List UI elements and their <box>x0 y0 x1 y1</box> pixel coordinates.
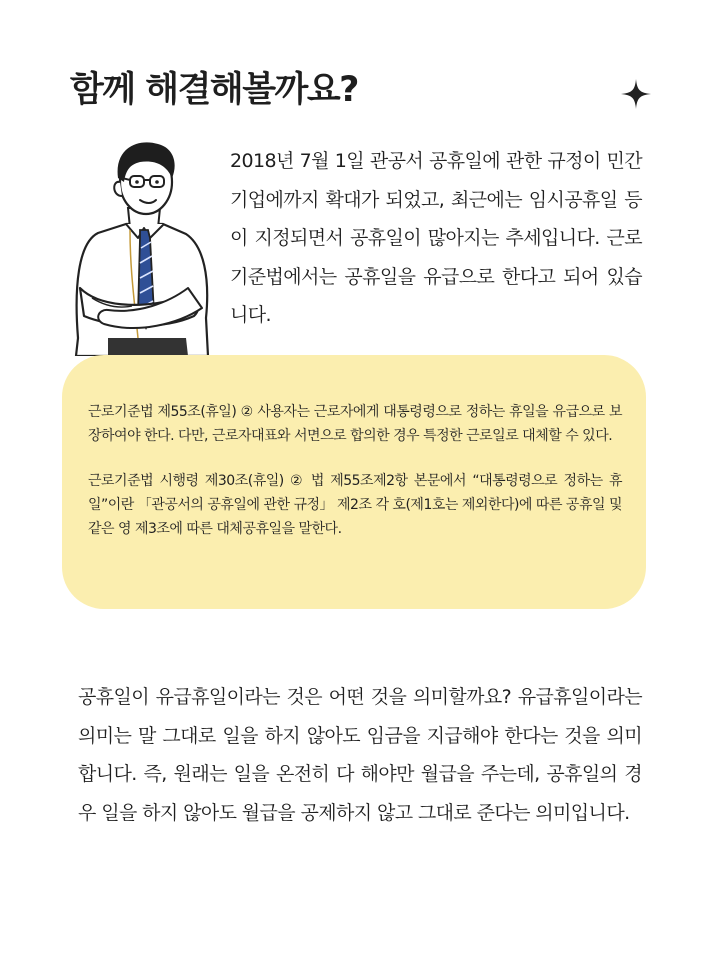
sparkle-icon <box>620 78 652 110</box>
page-title: 함께 해결해볼까요? <box>70 70 358 110</box>
labor-act-article-55: 근로기준법 제55조(휴일) ② 사용자는 근로자에게 대통령령으로 정하는 휴일을 유급으로 보장하여야 한다. 다만, 근로자대표와 서면으로 합의한 경우 특정한 근로일로 대체할 수 있다. <box>88 404 622 444</box>
explanation-paragraph: 공휴일이 유급휴일이라는 것은 어떤 것을 의미할까요? 유급휴일이라는 의미는 말 그대로 일을 하지 않아도 임금을 지급해야 한다는 것을 의미합니다. 즉, 원래는 일을 온전히 다 해야만 월급을 주는데, 공휴일의 경우 일을 하지 않아도 월급을 공제하지 않고 그대로 준다는 의미입니다. <box>78 686 642 824</box>
businessman-illustration <box>68 138 218 356</box>
enforcement-decree-article-30: 근로기준법 시행령 제30조(휴일) ② 법 제55조제2항 본문에서 “대통령령으로 정하는 휴일”이란 「관공서의 공휴일에 관한 규정」 제2조 각 호(제1호는 제외한다)에 따른 공휴일 및 같은 영 제3조에 따른 대체공휴일을 말한다. <box>88 473 622 537</box>
pants-shape <box>108 338 188 356</box>
law-quote-box <box>62 355 646 609</box>
intro-paragraph: 2018년 7월 1일 관공서 공휴일에 관한 규정이 민간기업에까지 확대가 되었고, 최근에는 임시공휴일 등이 지정되면서 공휴일이 많아지는 추세입니다. 근로기준법에서는 공휴일을 유급으로 한다고 되어 있습니다. <box>230 150 642 326</box>
